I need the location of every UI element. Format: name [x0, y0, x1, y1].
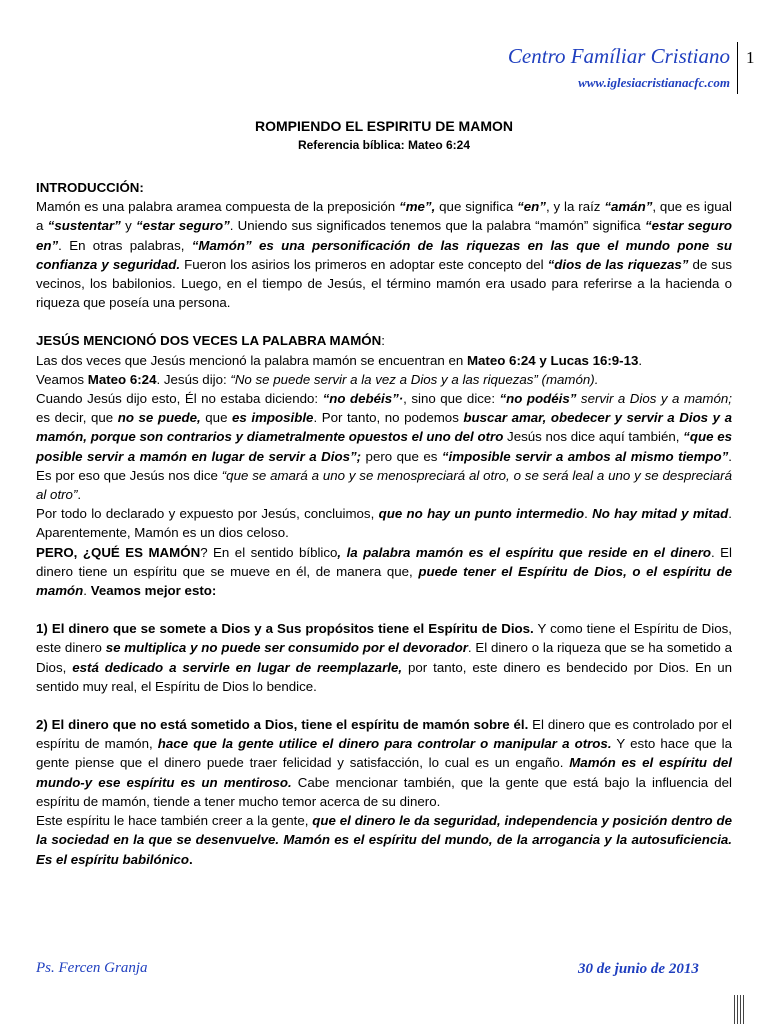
- text-segment: ? En el sentido bíblico: [200, 544, 338, 560]
- header-divider: [737, 42, 738, 94]
- text-segment: El dinero que es controlado por el espíritu de mamón,: [36, 717, 732, 752]
- jesus-paragraph-2: [36, 370, 732, 389]
- text-segment: “estar seguro”: [136, 218, 230, 234]
- text-segment: “sustentar”: [47, 218, 121, 234]
- text-segment: “imposible servir a ambos al mismo tiempo”: [441, 448, 729, 464]
- text-segment: Fueron los asirios los primeros en adoptar este concepto del: [180, 256, 548, 272]
- text-segment: “me”,: [399, 199, 436, 215]
- spacer: [36, 600, 732, 619]
- header-url[interactable]: www.iglesiacristianacfc.com: [578, 75, 730, 90]
- text-segment: . En otras palabras,: [58, 237, 192, 253]
- text-segment: puede tener el Espíritu de Dios, o el espíritu de mamón: [36, 563, 733, 599]
- text-segment: “estar seguro en”: [36, 218, 732, 253]
- text-segment: , sino que dice:: [403, 391, 500, 407]
- text-segment: “que se amará a uno y se menospreciará al otro, o se será leal a uno y se despreciará al otro”: [36, 467, 732, 503]
- text-segment: servir a Dios y a mamón;: [576, 391, 732, 407]
- footer-author: Ps. Fercen Granja: [36, 960, 148, 976]
- text-segment: , la palabra mamón es el espíritu que reside en el dinero: [337, 544, 711, 560]
- text-segment: que no hay un punto intermedio: [378, 506, 585, 522]
- text-segment: . El dinero tiene un espíritu que se mueve en él, de manera que,: [36, 544, 732, 579]
- scrollbar-marks: [733, 995, 745, 1024]
- text-segment: está dedicado a servirle en lugar de reemplazarle,: [72, 659, 403, 675]
- text-segment: Veamos: [36, 371, 88, 387]
- document-title: ROMPIENDO EL ESPIRITU DE MAMON: [255, 118, 513, 134]
- text-segment: “No se puede servir a la vez a Dios y a las riquezas” (mamón).: [230, 371, 599, 387]
- text-segment: hace que la gente utilice el dinero para controlar o manipular a otros.: [157, 736, 612, 752]
- text-segment: buscar amar, obedecer y servir a Dios y a mamón, porque son contrarios y diametralmente opuestos el uno del otro: [36, 410, 732, 445]
- jesus-paragraph-5: [36, 543, 732, 601]
- section-heading-introduction: INTRODUCCIÓN:: [36, 180, 144, 195]
- footer-date: 30 de junio de 2013: [578, 961, 699, 977]
- text-segment: “no debéis”·: [322, 391, 404, 407]
- point-2-paragraph-continued: [36, 811, 732, 869]
- text-segment: .: [638, 352, 643, 368]
- text-segment: que: [200, 410, 233, 426]
- text-segment: Las dos veces que Jesús mencionó la palabra mamón se encuentran en: [36, 352, 467, 368]
- text-segment: No hay mitad y mitad: [592, 506, 729, 522]
- text-segment: PERO, ¿QUÉ ES MAMÓN: [36, 544, 201, 560]
- text-segment: es decir, que: [36, 410, 118, 426]
- header-title: Centro Famíliar Cristiano: [507, 44, 730, 68]
- text-segment: . Por tanto, no podemos: [313, 410, 464, 426]
- point-1-paragraph: [36, 619, 732, 696]
- spacer: [36, 312, 732, 331]
- text-segment: es imposible: [232, 410, 314, 426]
- text-segment: Veamos mejor esto:: [90, 583, 217, 599]
- text-segment: Mamón es una palabra aramea compuesta de la preposición: [36, 199, 400, 215]
- intro-paragraph: [36, 197, 732, 312]
- document-reference: Referencia bíblica: Mateo 6:24: [297, 138, 471, 152]
- text-segment: “en”: [517, 199, 546, 215]
- text-segment: “Mamón” es una personificación de las riquezas en las que el mundo pone su confianza y seguridad.: [36, 237, 733, 272]
- text-segment: “no podéis”: [499, 391, 577, 407]
- text-segment: “dios de las riquezas”: [547, 256, 689, 272]
- text-segment: Mamón es el espíritu del mundo-y ese espíritu es un mentiroso.: [36, 755, 732, 790]
- text-segment: Cuando Jesús dijo esto, Él no estaba diciendo:: [36, 391, 323, 407]
- text-segment: . Es por eso que Jesús nos dice: [36, 448, 732, 483]
- text-segment: y: [120, 218, 137, 234]
- text-segment: .: [188, 851, 193, 867]
- text-segment: , y la raíz: [545, 199, 605, 215]
- text-segment: Mateo 6:24 y Lucas 16:9-13: [466, 352, 639, 368]
- jesus-paragraph-3: [36, 389, 732, 504]
- text-segment: que el dinero le da seguridad, independencia y posición dentro de la sociedad en la que se desenvuelve. Mamón es el espíritu del mundo, de la arrogancia y la autosuficiencia. Es el espíritu babilónico: [36, 813, 732, 867]
- text-segment: por tanto, este dinero es bendecido por Dios. En un sentido muy real, el Espíritu de Dios lo bendice.: [36, 659, 732, 694]
- spacer: [36, 696, 732, 715]
- text-segment: Por todo lo declarado y expuesto por Jesús, concluimos,: [36, 506, 379, 522]
- text-segment: . Uniendo sus significados tenemos que la palabra “mamón” significa: [229, 218, 645, 234]
- text-segment: no se puede,: [117, 410, 201, 426]
- text-segment: .: [77, 487, 82, 503]
- text-segment: . Aparentemente, Mamón es un dios celoso.: [36, 506, 732, 541]
- document-body: [36, 178, 732, 869]
- jesus-paragraph-4: [36, 504, 732, 542]
- text-segment: Cabe mencionar también, que la gente que está bajo la influencia del espíritu de mamón, tiende a tener mucho temor acerca de su dinero.: [36, 774, 732, 809]
- text-segment: Y esto hace que la gente piense que el dinero puede traer felicidad y satisfacción, lo cual es un engaño.: [36, 736, 732, 771]
- text-segment: que significa: [435, 199, 518, 215]
- text-segment: 2) El dinero que no está sometido a Dios, tiene el espíritu de mamón sobre él.: [36, 717, 529, 733]
- text-segment: . El dinero o la riqueza que se ha sometido a Dios,: [36, 640, 732, 675]
- text-segment: , que es igual a: [36, 199, 732, 234]
- text-segment: “que es posible servir a mamón en lugar de servir a Dios”;: [36, 429, 732, 464]
- text-segment: Y como tiene el Espíritu de Dios, este dinero: [36, 621, 732, 656]
- text-segment: .: [584, 506, 593, 522]
- text-segment: . Jesús dijo:: [156, 371, 231, 387]
- text-segment: Este espíritu le hace también creer a la gente,: [36, 813, 313, 829]
- page-number: 1: [746, 48, 755, 67]
- text-segment: Jesús nos dice aquí también,: [503, 429, 684, 445]
- point-2-paragraph: [36, 715, 732, 811]
- text-segment: Mateo 6:24: [87, 371, 157, 387]
- text-segment: de sus vecinos, los babilonios. Luego, en el tiempo de Jesús, el término mamón era usado para referirse a la hacienda o riqueza que poseía una persona.: [36, 256, 732, 311]
- jesus-paragraph-1: [36, 351, 732, 370]
- text-segment: .: [83, 583, 91, 599]
- text-segment: “amán”: [604, 199, 653, 215]
- section-heading-jesus: JESÚS MENCIONÓ DOS VECES LA PALABRA MAMÓN:: [36, 333, 385, 349]
- text-segment: pero que es: [361, 448, 442, 464]
- text-segment: se multiplica y no puede ser consumido por el devorador: [105, 640, 468, 656]
- text-segment: 1) El dinero que se somete a Dios y a Sus propósitos tiene el Espíritu de Dios.: [36, 621, 534, 637]
